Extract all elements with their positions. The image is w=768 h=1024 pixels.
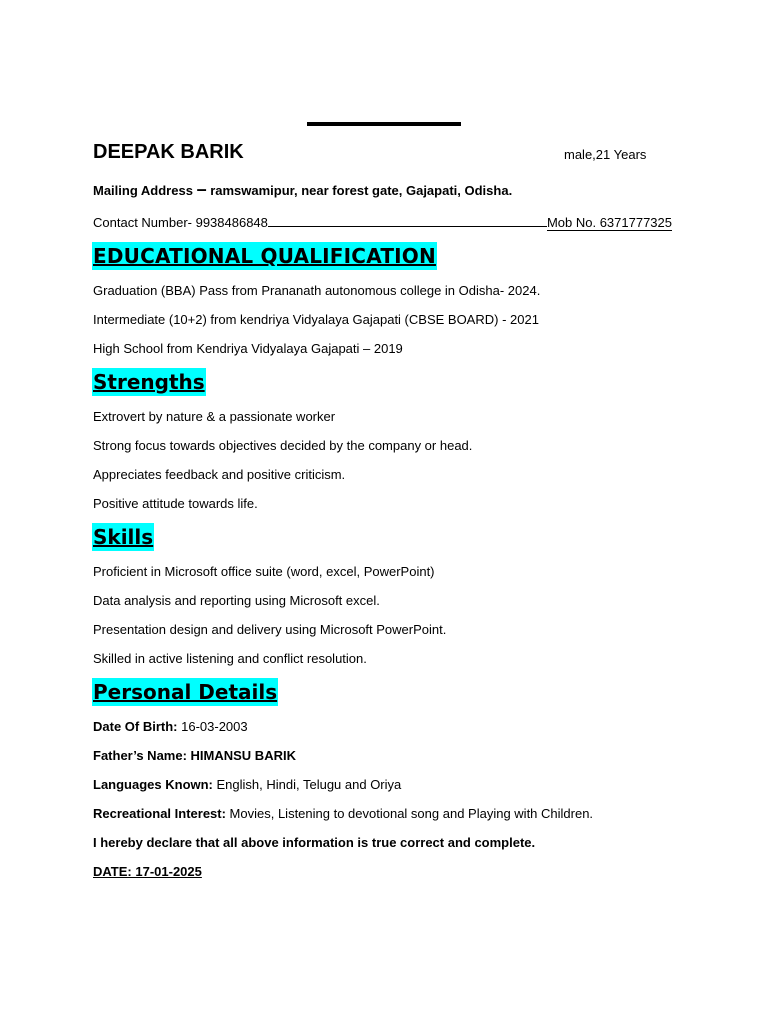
skill-item: Skilled in active listening and conflict resolution. bbox=[93, 651, 367, 666]
mailing-address bbox=[93, 179, 513, 199]
mailing-dash: – bbox=[196, 179, 207, 199]
declaration: I hereby declare that all above information is true correct and complete. bbox=[93, 835, 536, 850]
strength-item: Extrovert by nature & a passionate worker bbox=[93, 409, 336, 424]
dob-label: Date Of Birth: bbox=[93, 719, 178, 734]
contact-row bbox=[93, 214, 672, 231]
date-of-birth bbox=[93, 719, 248, 734]
skill-item: Proficient in Microsoft office suite (word, excel, PowerPoint) bbox=[93, 564, 435, 579]
recreational-interest bbox=[93, 806, 593, 821]
languages-label: Languages Known: bbox=[93, 777, 213, 792]
mailing-label: Mailing Address bbox=[93, 183, 193, 198]
skill-item: Presentation design and delivery using Microsoft PowerPoint. bbox=[93, 622, 447, 637]
heading-personal-details: Personal Details bbox=[93, 680, 278, 704]
contact-underline bbox=[268, 214, 547, 227]
fathers-name: Father’s Name: HIMANSU BARIK bbox=[93, 748, 296, 763]
languages-value: English, Hindi, Telugu and Oriya bbox=[212, 777, 402, 792]
education-item: High School from Kendriya Vidyalaya Gajapati – 2019 bbox=[93, 341, 403, 356]
strength-item: Strong focus towards objectives decided by the company or head. bbox=[93, 438, 473, 453]
gender-age: male,21 Years bbox=[564, 147, 647, 162]
languages-known bbox=[93, 777, 401, 792]
mobile-number: Mob No. 6371777325 bbox=[546, 215, 672, 230]
interest-label: Recreational Interest: bbox=[93, 806, 226, 821]
education-item: Graduation (BBA) Pass from Prananath autonomous college in Odisha- 2024. bbox=[93, 283, 541, 298]
heading-skills: Skills bbox=[93, 525, 154, 549]
contact-number: Contact Number- 9938486848 bbox=[93, 215, 268, 230]
dob-value: 16-03-2003 bbox=[177, 719, 248, 734]
skill-item: Data analysis and reporting using Microsoft excel. bbox=[93, 593, 380, 608]
heading-strengths: Strengths bbox=[93, 370, 205, 394]
interest-value: Movies, Listening to devotional song and Playing with Children. bbox=[225, 806, 594, 821]
candidate-name: DEEPAK BARIK bbox=[93, 141, 244, 163]
strength-item: Positive attitude towards life. bbox=[93, 496, 258, 511]
mailing-value: ramswamipur, near forest gate, Gajapati, Odisha. bbox=[206, 183, 513, 198]
declaration-date: DATE: 17-01-2025 bbox=[93, 864, 202, 879]
strength-item: Appreciates feedback and positive criticism. bbox=[93, 467, 346, 482]
education-item: Intermediate (10+2) from kendriya Vidyalaya Gajapati (CBSE BOARD) - 2021 bbox=[93, 312, 539, 327]
heading-education: EDUCATIONAL QUALIFICATION bbox=[93, 244, 436, 268]
top-rule bbox=[307, 122, 461, 126]
